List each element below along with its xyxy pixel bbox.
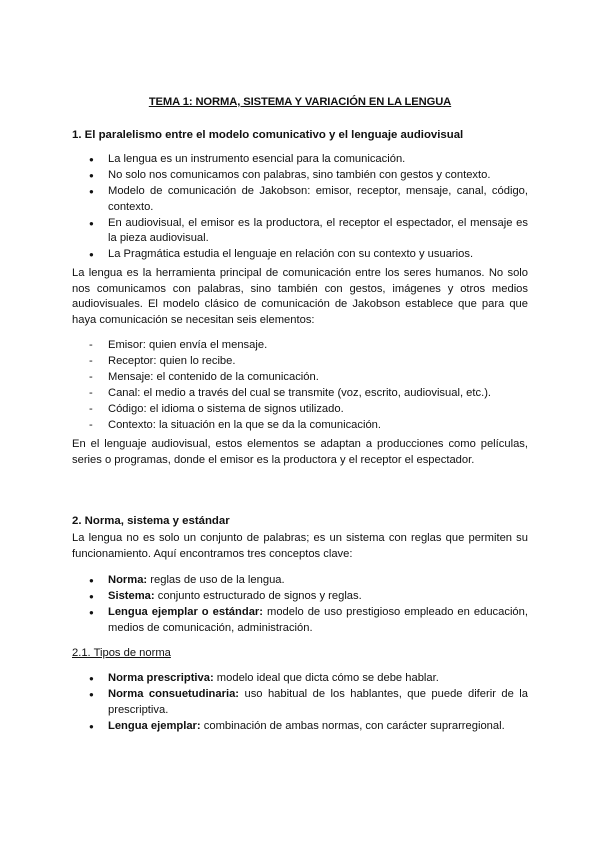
list-item: ● En audiovisual, el emisor es la productora, el receptor el espectador, el mensaje es la pieza audiovisual.	[89, 216, 528, 244]
dash-marker: -	[89, 339, 93, 351]
section-1-paragraph-2: En el lenguaje audiovisual, estos elementos se adaptan a producciones como películas, series o programas, donde el emisor es la productora y el receptor el espectador.	[72, 438, 528, 466]
dash-marker: -	[89, 419, 93, 431]
bullet-icon: ●	[89, 155, 94, 164]
dash-marker: -	[89, 403, 93, 415]
section-2-intro: La lengua no es solo un conjunto de palabras; es un sistema con reglas que permiten su funcionamiento. Aquí encontramos tres conceptos clave:	[72, 532, 528, 560]
bullet-icon: ●	[89, 250, 94, 259]
section-2-bullet-list	[72, 573, 528, 637]
bullet-icon: ●	[89, 674, 94, 683]
bullet-icon: ●	[89, 608, 94, 617]
bullet-icon: ●	[89, 592, 94, 601]
term-label: Lengua ejemplar o estándar:	[108, 606, 263, 618]
list-item: ● Norma prescriptiva: modelo ideal que dicta cómo se debe hablar.	[72, 671, 528, 687]
list-item: ● La lengua es un instrumento esencial para la comunicación.	[72, 152, 528, 168]
term-label: Norma prescriptiva:	[108, 672, 214, 684]
list-item: ● Lengua ejemplar o estándar: modelo de uso prestigioso empleado en educación, medios de comunicación, administración.	[89, 606, 528, 634]
section-2-heading: 2. Norma, sistema y estándar	[72, 515, 230, 527]
list-item: - Canal: el medio a través del cual se transmite (voz, escrito, audiovisual, etc.).	[72, 386, 528, 402]
list-item: ● Norma consuetudinaria: uso habitual de los hablantes, que puede diferir de la prescriptiva.	[89, 688, 528, 716]
subsection-2-1-heading: 2.1. Tipos de norma	[72, 647, 171, 659]
document-title: TEMA 1: NORMA, SISTEMA Y VARIACIÓN EN LA LENGUA	[148, 96, 452, 108]
dash-marker: -	[89, 371, 93, 383]
list-item: ● Norma: reglas de uso de la lengua.	[72, 573, 528, 589]
list-item: - Receptor: quien lo recibe.	[72, 354, 528, 370]
list-item: ● No solo nos comunicamos con palabras, sino también con gestos y contexto.	[72, 168, 528, 184]
section-1-paragraph-1: La lengua es la herramienta principal de comunicación entre los seres humanos. No solo nos comunicamos con palabras, sino también con gestos, imágenes y otros medios audiovisuales. El modelo clásico de comunicación de Jakobson establece que para que haya comunicación se necesitan seis elementos:	[72, 267, 528, 326]
bullet-icon: ●	[89, 721, 94, 731]
list-item: ● Sistema: conjunto estructurado de signos y reglas.	[72, 589, 528, 605]
bullet-icon: ●	[89, 171, 94, 180]
jakobson-elements-list	[72, 338, 528, 434]
bullet-icon: ●	[89, 187, 94, 196]
section-1-heading: 1. El paralelismo entre el modelo comunicativo y el lenguaje audiovisual	[72, 129, 464, 141]
dash-marker: -	[89, 387, 93, 399]
list-item: - Código: el idioma o sistema de signos utilizado.	[72, 402, 528, 418]
term-label: Sistema:	[108, 590, 155, 602]
list-item: - Mensaje: el contenido de la comunicación.	[72, 370, 528, 386]
bullet-icon: ●	[89, 576, 94, 585]
section-1-bullet-list	[72, 152, 528, 263]
list-item: - Contexto: la situación en la que se da la comunicación.	[72, 418, 528, 434]
bullet-icon: ●	[89, 218, 94, 228]
list-item: - Emisor: quien envía el mensaje.	[72, 338, 528, 354]
term-label: Lengua ejemplar:	[108, 719, 201, 732]
bullet-icon: ●	[89, 690, 94, 699]
norm-types-list	[72, 671, 528, 735]
dash-marker: -	[89, 355, 93, 367]
list-item: ● Modelo de comunicación de Jakobson: emisor, receptor, mensaje, canal, código, contexto.	[89, 185, 528, 213]
list-item: ● Lengua ejemplar: combinación de ambas normas, con carácter suprarregional.	[72, 719, 528, 735]
term-label: Norma:	[108, 574, 148, 586]
term-label: Norma consuetudinaria:	[108, 688, 240, 700]
list-item: ● La Pragmática estudia el lenguaje en relación con su contexto y usuarios.	[72, 247, 528, 263]
